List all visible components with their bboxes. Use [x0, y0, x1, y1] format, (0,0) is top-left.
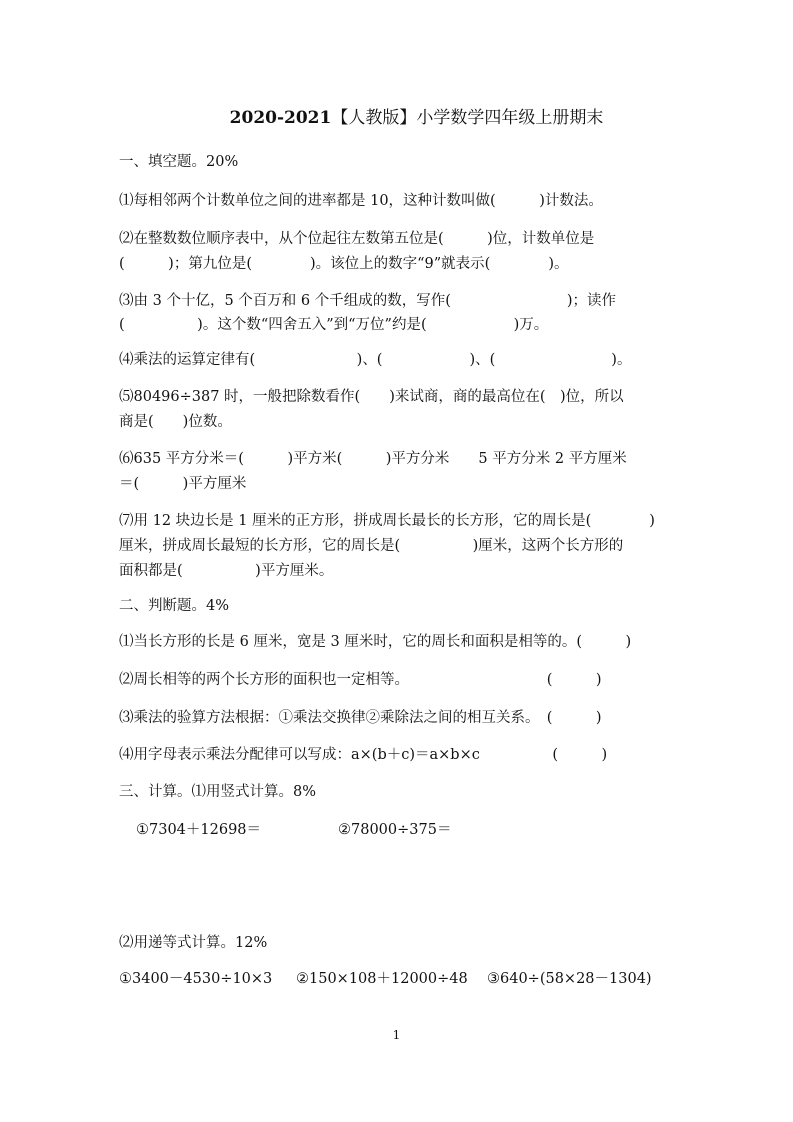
section1-q5-line1: ⑸80496÷387 时，一般把除数看作( )来试商，商的最高位在( )位，所以 — [119, 389, 624, 405]
page-title — [0, 106, 793, 130]
section3-sub2-heading: ⑵用递等式计算。12% — [119, 935, 268, 951]
section1-q7-line3: 面积都是( )平方厘米。 — [119, 563, 334, 579]
section2-q2: ⑵周长相等的两个长方形的面积也一定相等。 ( ) — [119, 672, 602, 688]
section1-q5-line2: 商是( )位数。 — [119, 414, 232, 430]
section1-q2-line2: ( )；第九位是( )。该位上的数字“9”就表示( )。 — [119, 256, 569, 272]
section2-q4: ⑷用字母表示乘法分配律可以写成：a×(b＋c)＝a×b×c ( ) — [119, 747, 608, 763]
section1-q7-line2: 厘米，拼成周长最短的长方形，它的周长是( )厘米，这两个长方形的 — [119, 538, 624, 554]
section2-q3: ⑶乘法的验算方法根据：①乘法交换律②乘除法之间的相互关系。 ( ) — [119, 710, 602, 726]
calc-item-1: ①7304＋12698＝ — [136, 822, 262, 838]
section2-heading: 二、判断题。4% — [119, 598, 230, 614]
expression-item-1: ①3400－4530÷10×3 — [119, 971, 273, 987]
expression-item-2: ②150×108＋12000÷48 — [296, 971, 468, 987]
title-rest: 【人教版】小学数学四年级上册期末 — [331, 108, 604, 128]
expression-item-3: ③640÷(58×28－1304) — [487, 971, 652, 987]
section1-q6-line1: ⑹635 平方分米＝( )平方米( )平方分米 5 平方分米 2 平方厘米 — [119, 451, 627, 467]
section3-heading: 三、计算。⑴用竖式计算。8% — [119, 784, 317, 800]
section1-q7-line1: ⑺用 12 块边长是 1 厘米的正方形，拼成周长最长的长方形，它的周长是( ) — [119, 513, 655, 529]
section1-q2-line1: ⑵在整数数位顺序表中，从个位起往左数第五位是( )位，计数单位是 — [119, 231, 595, 247]
section2-q1: ⑴当长方形的长是 6 厘米，宽是 3 厘米时，它的周长和面积是相等的。( ) — [119, 634, 632, 650]
title-year: 2020-2021 — [229, 108, 332, 128]
section1-q3-line2: ( )。这个数“四舍五入”到“万位”约是( )万。 — [119, 317, 549, 333]
calc-item-2: ②78000÷375＝ — [338, 822, 452, 838]
section1-heading: 一、填空题。20% — [119, 154, 239, 170]
section1-q1: ⑴每相邻两个计数单位之间的进率都是 10，这种计数叫做( )计数法。 — [119, 193, 603, 209]
page-number: 1 — [392, 1028, 401, 1042]
section1-q6-line2: ＝( )平方厘米 — [119, 476, 247, 492]
section1-q3-line1: ⑶由 3 个十亿，5 个百万和 6 个千组成的数，写作( )；读作 — [119, 293, 617, 309]
section1-q4: ⑷乘法的运算定律有( )、( )、( )。 — [119, 352, 632, 368]
